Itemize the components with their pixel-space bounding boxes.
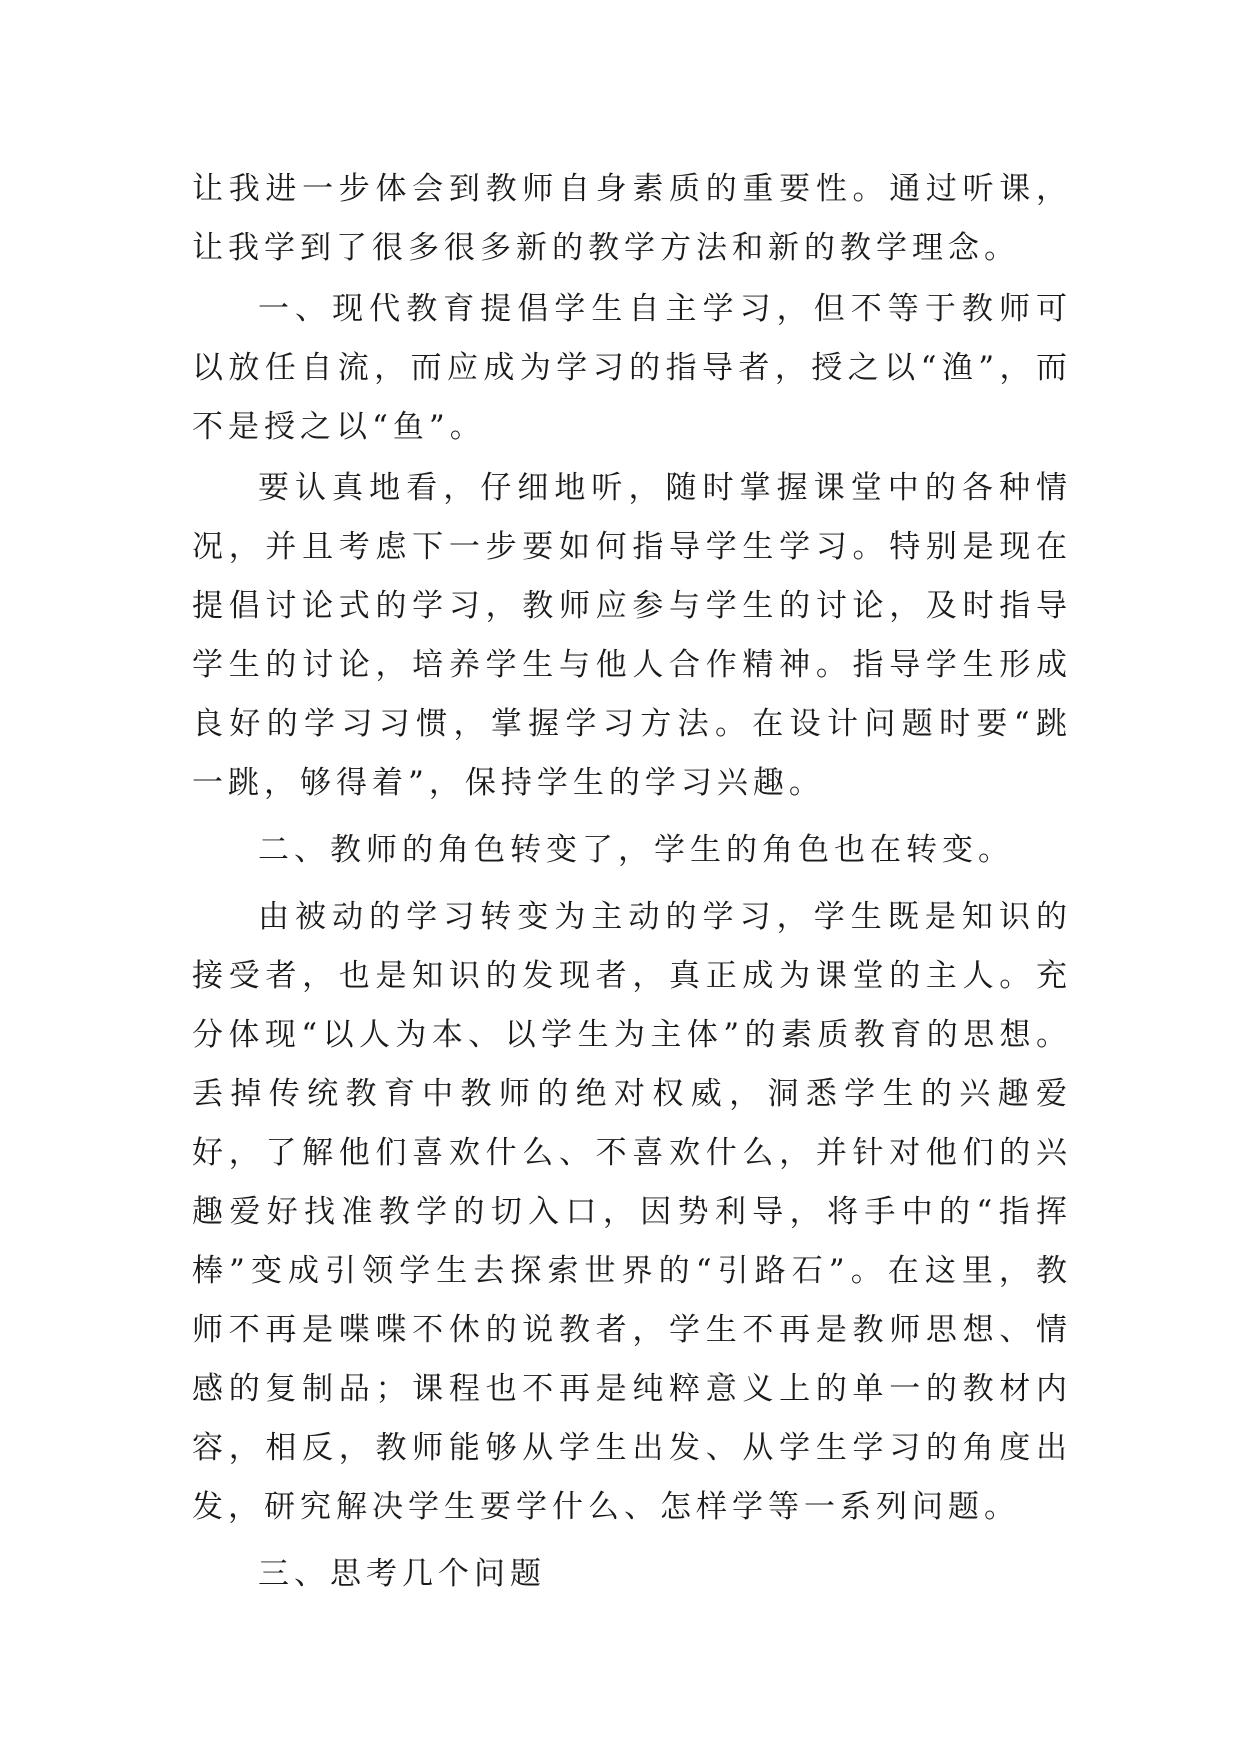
paragraph-section-one-heading: 一、现代教育提倡学生自主学习，但不等于教师可以放任自流，而应成为学习的指导者，授之以“渔”，而不是授之以“鱼”。: [192, 291, 1072, 445]
document-body: [192, 160, 1072, 1612]
paragraph-section-one-body: 要认真地看，仔细地听，随时掌握课堂中的各种情况，并且考虑下一步要如何指导学生学习。特别是现在提倡讨论式的学习，教师应参与学生的讨论，及时指导学生的讨论，培养学生与他人合作精神。指导学生形成良好的学习习惯，掌握学习方法。在设计问题时要“跳一跳，够得着”，保持学生的学习兴趣。: [192, 470, 1072, 801]
paragraph-section-three-heading: 三、思考几个问题: [258, 1556, 546, 1592]
paragraph-continued: 让我进一步体会到教师自身素质的重要性。通过听课，让我学到了很多很多新的教学方法和新的教学理念。: [192, 171, 1072, 266]
paragraph-section-two-body: 由被动的学习转变为主动的学习，学生既是知识的接受者，也是知识的发现者，真正成为课堂的主人。充分体现“以人为本、以学生为主体”的素质教育的思想。丢掉传统教育中教师的绝对权威，洞悉学生的兴趣爱好，了解他们喜欢什么、不喜欢什么，并针对他们的兴趣爱好找准教学的切入口，因势利导，将手中的“指挥棒”变成引领学生去探索世界的“引路石”。在这里，教师不再是喋喋不休的说教者，学生不再是教师思想、情感的复制品；课程也不再是纯粹意义上的单一的教材内容，相反，教师能够从学生出发、从学生学习的角度出发，研究解决学生要学什么、怎样学等一系列问题。: [192, 899, 1072, 1525]
paragraph-section-two-heading: 二、教师的角色转变了，学生的角色也在转变。: [258, 832, 1014, 868]
